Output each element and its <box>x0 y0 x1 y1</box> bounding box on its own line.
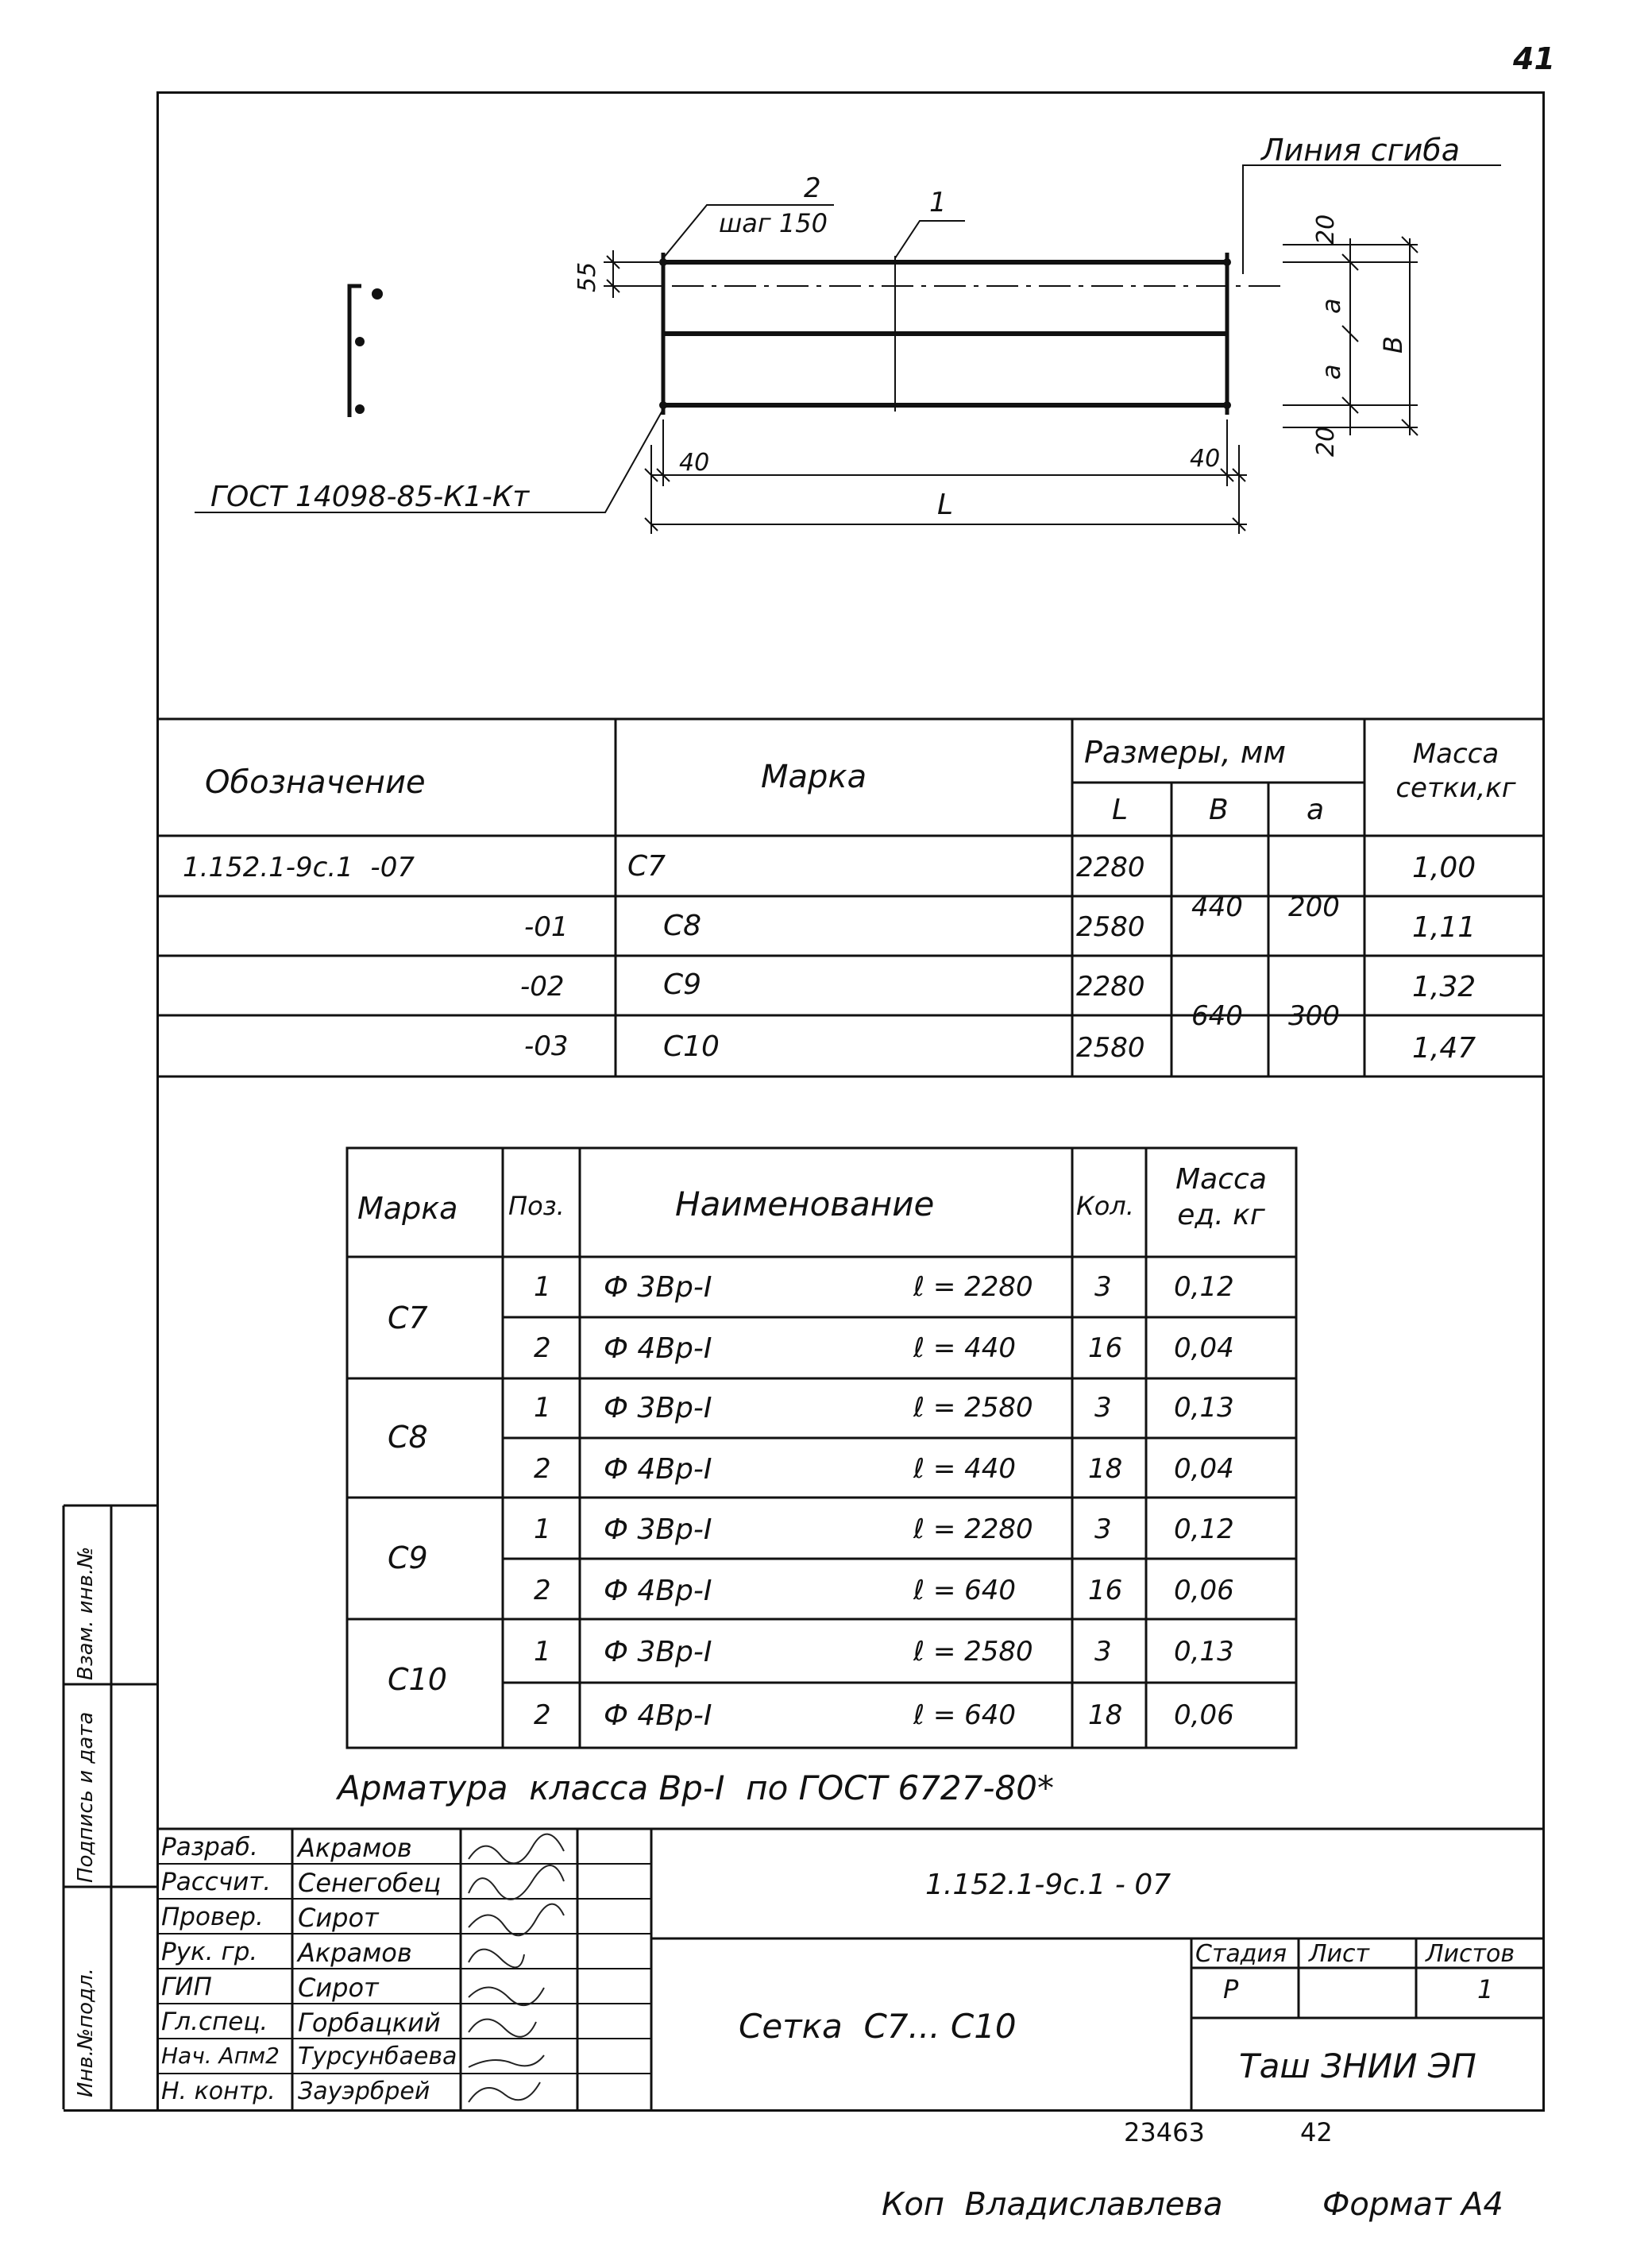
row3-mark: С9 <box>663 968 702 1001</box>
group2-B: 640 <box>1191 1000 1243 1032</box>
pos2-label: 2 <box>804 172 821 204</box>
spec-qty: 3 <box>1094 1271 1112 1303</box>
spec-mass: 0,13 <box>1174 1636 1234 1668</box>
tb-role-3: Провер. <box>161 1903 264 1931</box>
spec-len: ℓ = 2280 <box>913 1513 1033 1545</box>
tb-name-1: Акрамов <box>298 1833 412 1863</box>
tb-role-8: Н. контр. <box>161 2078 276 2105</box>
header-L: L <box>1112 794 1129 826</box>
sheet-number: 42 <box>1300 2117 1333 2147</box>
tb-role-5: ГИП <box>161 1973 212 2001</box>
spec-name: Ф 4Вр-I <box>604 1453 712 1486</box>
bend-line-label: Линия сгиба <box>1261 133 1461 168</box>
group1-a: 200 <box>1288 891 1340 923</box>
tb-role-4: Рук. гр. <box>161 1938 258 1966</box>
spec-qty: 18 <box>1088 1453 1123 1485</box>
spec-name: Ф 3Вр-I <box>604 1271 712 1304</box>
row3-designation: -02 <box>520 971 565 1003</box>
tb-role-6: Гл.спец. <box>161 2008 268 2036</box>
spec-name: Ф 4Вр-I <box>604 1699 712 1732</box>
pos1-label: 1 <box>929 187 947 218</box>
tb-name-2: Сенегобец <box>298 1868 442 1898</box>
spec-qty: 3 <box>1094 1513 1112 1545</box>
spec-group4-mark: С10 <box>388 1662 447 1697</box>
spec-mass: 0,12 <box>1174 1513 1234 1545</box>
drawing-title: Сетка С7... С10 <box>739 2007 1017 2046</box>
spec-pos: 2 <box>534 1575 551 1606</box>
spec-name: Ф 3Вр-I <box>604 1636 712 1668</box>
row1-L: 2280 <box>1076 852 1145 883</box>
tb-role-2: Рассчит. <box>161 1868 272 1896</box>
spec-qty: 16 <box>1088 1332 1123 1364</box>
row2-mark: С8 <box>663 910 702 942</box>
spec-mass: 0,04 <box>1174 1453 1234 1485</box>
doc-code: 1.152.1-9с.1 - 07 <box>925 1869 1171 1901</box>
tb-name-4: Акрамов <box>298 1938 412 1968</box>
armature-note: Арматура класса Вр-I по ГОСТ 6727-80* <box>338 1768 1054 1807</box>
dim-B: B <box>1378 336 1408 354</box>
stamp-inv-podl: Инв.№подл. <box>74 1968 98 2097</box>
group1-B: 440 <box>1191 891 1243 923</box>
spec-qty: 16 <box>1088 1575 1123 1606</box>
spec-mass: 0,06 <box>1174 1575 1234 1606</box>
spec-header-mass: Масса ед. кг <box>1175 1163 1267 1231</box>
spec-len: ℓ = 440 <box>913 1332 1017 1364</box>
order-number: 23463 <box>1124 2117 1205 2147</box>
tb-name-7: Турсунбаева <box>298 2043 457 2070</box>
spec-header-name: Наименование <box>675 1185 935 1223</box>
tb-name-5: Сирот <box>298 1973 379 2003</box>
spec-group3-mark: С9 <box>388 1540 428 1575</box>
spec-len: ℓ = 2280 <box>913 1271 1033 1303</box>
sheets-label: Листов <box>1426 1940 1515 1968</box>
tb-name-6: Горбацкий <box>298 2008 441 2038</box>
spec-pos: 2 <box>534 1332 551 1364</box>
row3-L: 2280 <box>1076 971 1145 1003</box>
spec-len: ℓ = 2580 <box>913 1636 1033 1668</box>
row4-L: 2580 <box>1076 1032 1145 1064</box>
spec-len: ℓ = 2580 <box>913 1392 1033 1424</box>
tb-name-3: Сирот <box>298 1903 379 1933</box>
dim-40-left: 40 <box>679 449 710 477</box>
group2-a: 300 <box>1288 1000 1340 1032</box>
spec-header-mark: Марка <box>357 1191 458 1226</box>
dim-a2: a <box>1316 364 1346 380</box>
header-a: a <box>1307 794 1325 826</box>
spec-header-qty: Кол. <box>1076 1191 1134 1221</box>
row4-designation: -03 <box>524 1030 569 1062</box>
sheets-value: 1 <box>1477 1974 1494 2004</box>
spec-name: Ф 4Вр-I <box>604 1575 712 1607</box>
spec-mass: 0,12 <box>1174 1271 1234 1303</box>
header-mass: Масса сетки,кг <box>1395 738 1516 804</box>
spec-len: ℓ = 640 <box>913 1699 1017 1731</box>
dim-20-top: 20 <box>1312 214 1340 245</box>
spec-name: Ф 3Вр-I <box>604 1392 712 1424</box>
stage-value: Р <box>1223 1974 1239 2004</box>
row2-L: 2580 <box>1076 911 1145 943</box>
row2-mass: 1,11 <box>1412 911 1476 944</box>
row2-designation: -01 <box>524 911 569 943</box>
header-sizes: Размеры, мм <box>1084 735 1287 770</box>
spec-group2-mark: С8 <box>388 1420 428 1455</box>
spec-name: Ф 3Вр-I <box>604 1513 712 1546</box>
stage-label: Стадия <box>1195 1940 1287 1968</box>
sheet-label: Лист <box>1309 1940 1370 1968</box>
stamp-vzam: Взам. инв.№ <box>74 1546 98 1680</box>
tb-role-7: Нач. Апм2 <box>161 2043 280 2069</box>
row4-mass: 1,47 <box>1412 1032 1476 1065</box>
step-label: шаг 150 <box>719 208 828 238</box>
tb-name-8: Зауэрбрей <box>298 2078 430 2105</box>
gost-callout: ГОСТ 14098-85-К1-Кт <box>210 481 530 513</box>
spec-pos: 1 <box>534 1636 551 1668</box>
spec-len: ℓ = 640 <box>913 1575 1017 1606</box>
row1-designation: 1.152.1-9с.1 -07 <box>183 852 415 883</box>
dim-L: L <box>937 489 954 521</box>
row1-mass: 1,00 <box>1412 852 1476 884</box>
tb-role-1: Разраб. <box>161 1833 258 1861</box>
dim-a1: a <box>1316 298 1346 314</box>
row3-mass: 1,32 <box>1412 971 1476 1003</box>
copied-by: Коп Владиславлева <box>882 2186 1223 2223</box>
spec-group1-mark: С7 <box>388 1301 428 1335</box>
spec-pos: 1 <box>534 1513 551 1545</box>
spec-pos: 2 <box>534 1699 551 1731</box>
spec-qty: 3 <box>1094 1636 1112 1668</box>
spec-header-pos: Поз. <box>508 1191 565 1221</box>
dim-55: 55 <box>573 261 601 292</box>
spec-len: ℓ = 440 <box>913 1453 1017 1485</box>
stamp-podpis: Подпись и дата <box>74 1711 98 1883</box>
paper-format: Формат А4 <box>1322 2186 1503 2223</box>
page-number: 41 <box>1513 41 1555 76</box>
spec-name: Ф 4Вр-I <box>604 1332 712 1365</box>
spec-pos: 1 <box>534 1392 551 1424</box>
spec-pos: 1 <box>534 1271 551 1303</box>
row1-mark: С7 <box>627 850 666 883</box>
spec-qty: 18 <box>1088 1699 1123 1731</box>
spec-pos: 2 <box>534 1453 551 1485</box>
row4-mark: С10 <box>663 1030 720 1063</box>
header-B: B <box>1209 794 1229 826</box>
header-mark: Марка <box>761 759 867 795</box>
spec-mass: 0,13 <box>1174 1392 1234 1424</box>
organization: Таш ЗНИИ ЭП <box>1239 2047 1476 2085</box>
spec-mass: 0,04 <box>1174 1332 1234 1364</box>
spec-mass: 0,06 <box>1174 1699 1234 1731</box>
spec-qty: 3 <box>1094 1392 1112 1424</box>
dim-40-right: 40 <box>1190 445 1221 473</box>
header-designation: Обозначение <box>205 764 426 801</box>
dim-20-bottom: 20 <box>1312 426 1340 457</box>
